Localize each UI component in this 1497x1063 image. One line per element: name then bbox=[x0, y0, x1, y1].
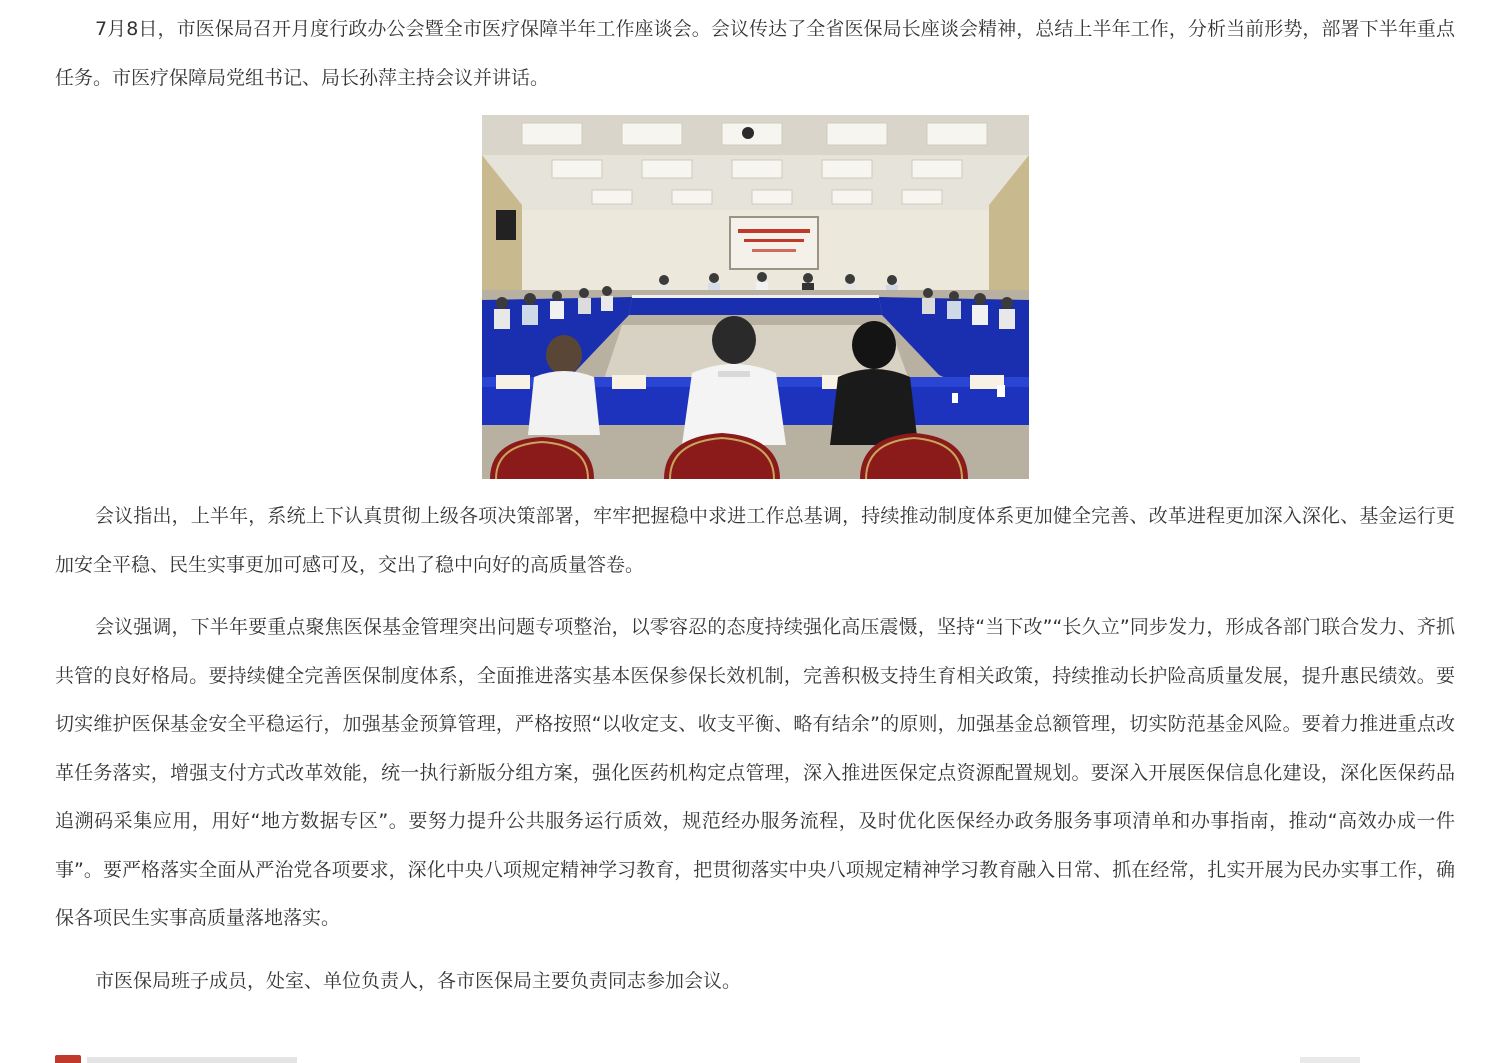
footer-share-bar bbox=[55, 1052, 1455, 1063]
article-paragraph-3: 会议强调，下半年要重点聚焦医保基金管理突出问题专项整治，以零容忍的态度持续强化高压震慑，坚持“当下改”“长久立”同步发力，形成各部门联合发力、齐抓共管的良好格局。要持续健全完善医保制度体系，全面推进落实基本医保参保长效机制，完善积极支持生育相关政策，持续推动长护险高质量发展，提升惠民绩效。要切实维护医保基金安全平稳运行，加强基金预算管理，严格按照“以收定支、收支平衡、略有结余”的原则，加强基金总额管理，切实防范基金风险。要着力推进重点改革任务落实，增强支付方式改革效能，统一执行新版分组方案，强化医药机构定点管理，深入推进医保定点资源配置规划。要深入开展医保信息化建设，深化医保药品追溯码采集应用，用好“地方数据专区”。要努力提升公共服务运行质效，规范经办服务流程，及时优化医保经办政务服务事项清单和办事指南，推动“高效办成一件事”。要严格落实全面从严治党各项要求，深化中央八项规定精神学习教育，把贯彻落实中央八项规定精神学习教育融入日常、抓在经常，扎实开展为民办实事工作，确保各项民生实事高质量落地落实。 bbox=[55, 616, 1455, 929]
meeting-photo bbox=[482, 115, 1029, 479]
footer-label-cutoff bbox=[87, 1057, 297, 1063]
article-paragraph-4: 市医保局班子成员，处室、单位负责人，各市医保局主要负责同志参加会议。 bbox=[95, 969, 742, 992]
article-paragraph-2: 会议指出，上半年，系统上下认真贯彻上级各项决策部署，牢牢把握稳中求进工作总基调，持续推动制度体系更加健全完善、改革进程更加深入深化、基金运行更加安全平稳、民生实事更加可感可及，交出了稳中向好的高质量答卷。 bbox=[55, 505, 1455, 576]
article-body bbox=[55, 0, 1455, 1005]
article-paragraph-1: 7月8日，市医保局召开月度行政办公会暨全市医疗保障半年工作座谈会。会议传达了全省医保局长座谈会精神，总结上半年工作，分析当前形势，部署下半年重点任务。市医疗保障局党组书记、局长孙萍主持会议并讲话。 bbox=[55, 18, 1455, 89]
footer-right-cutoff bbox=[1300, 1057, 1360, 1063]
footer-accent-mark bbox=[55, 1055, 81, 1063]
